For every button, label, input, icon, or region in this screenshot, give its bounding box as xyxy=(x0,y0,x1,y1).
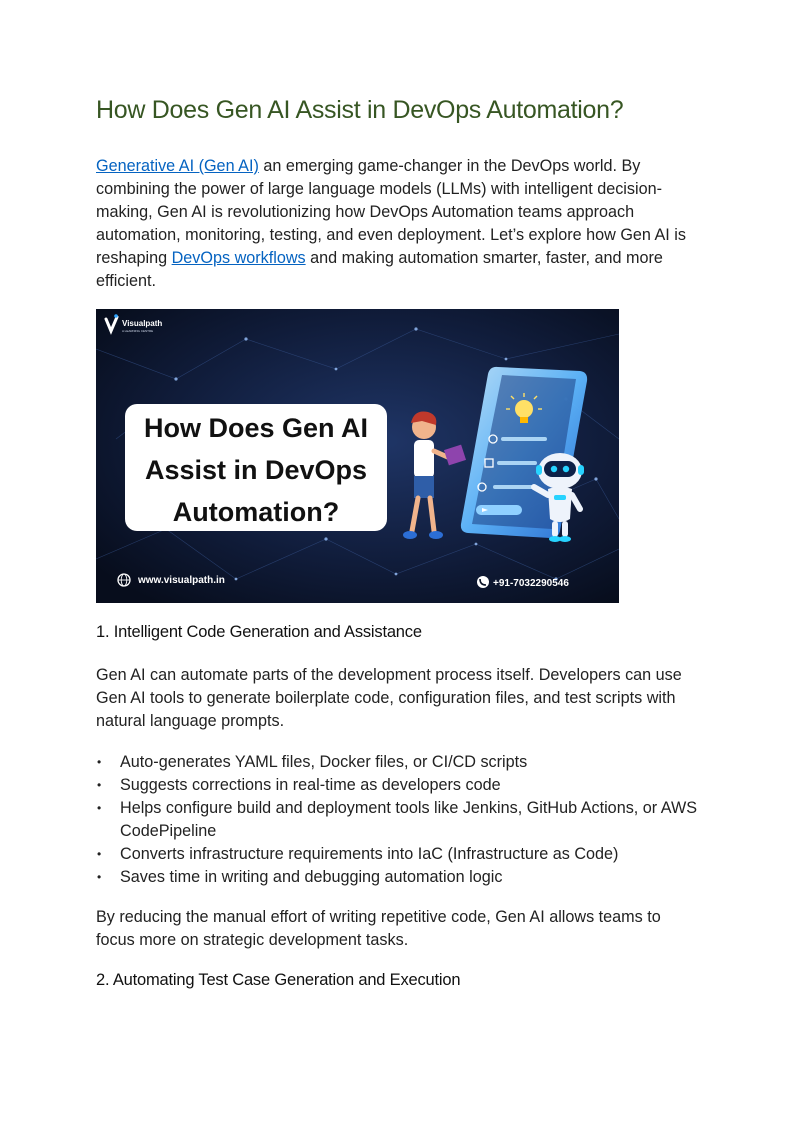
bullet-glyph: • xyxy=(97,801,102,815)
headline-line-3: Automation? xyxy=(172,497,340,527)
intro-text-2: and making automation smarter, faster, and more efficient. xyxy=(96,249,663,290)
intro-paragraph xyxy=(96,155,702,293)
bullet-glyph: • xyxy=(97,755,102,769)
section-2-heading: 2. Automating Test Case Generation and Execution xyxy=(96,971,461,989)
list-item: • Suggests corrections in real-time as developers code xyxy=(96,774,702,797)
gen-ai-link[interactable]: Generative AI (Gen AI) xyxy=(96,157,259,175)
section-1-closing-paragraph: By reducing the manual effort of writing repetitive code, Gen AI allows teams to focus more on strategic development tasks. xyxy=(96,908,661,949)
bullet-glyph: • xyxy=(97,870,102,884)
page-title: How Does Gen AI Assist in DevOps Automation? xyxy=(96,96,624,124)
website-text: www.visualpath.in xyxy=(138,575,225,586)
section-1-paragraph: Gen AI can automate parts of the development process itself. Developers can use Gen AI tools to generate boilerplate code, configuration files, and test scripts with natural language prompts. xyxy=(96,666,682,730)
phone-text: +91-7032290546 xyxy=(493,578,569,589)
section-1-heading: 1. Intelligent Code Generation and Assistance xyxy=(96,623,422,641)
section-1-bullet-list xyxy=(96,751,702,889)
list-item: • Auto-generates YAML files, Docker files, or CI/CD scripts xyxy=(96,751,702,774)
brand-name: Visualpath xyxy=(122,319,163,328)
list-item: • Saves time in writing and debugging automation logic xyxy=(96,866,702,889)
article-banner-image xyxy=(96,309,619,603)
bullet-glyph: • xyxy=(97,847,102,861)
headline-line-1: How Does Gen AI xyxy=(143,413,369,443)
brand-tagline: A LEARNING CENTRE xyxy=(122,329,154,333)
intro-text-1: an emerging game-changer in the DevOps world. By combining the power of large language models (LLMs) with intelligent decision-making, Gen AI is revolutionizing how DevOps Automation teams approach automation, monitoring, testing, and even deployment. Let’s explore how Gen AI is reshaping xyxy=(96,157,686,267)
list-item: • Converts infrastructure requirements into IaC (Infrastructure as Code) xyxy=(96,843,702,866)
devops-workflows-link[interactable]: DevOps workflows xyxy=(171,249,306,267)
headline-line-2: Assist in DevOps xyxy=(144,455,368,485)
list-item: • Helps configure build and deployment tools like Jenkins, GitHub Actions, or AWS CodePipeline xyxy=(97,799,698,840)
bullet-glyph: • xyxy=(97,778,102,792)
phone-icon xyxy=(477,576,489,588)
